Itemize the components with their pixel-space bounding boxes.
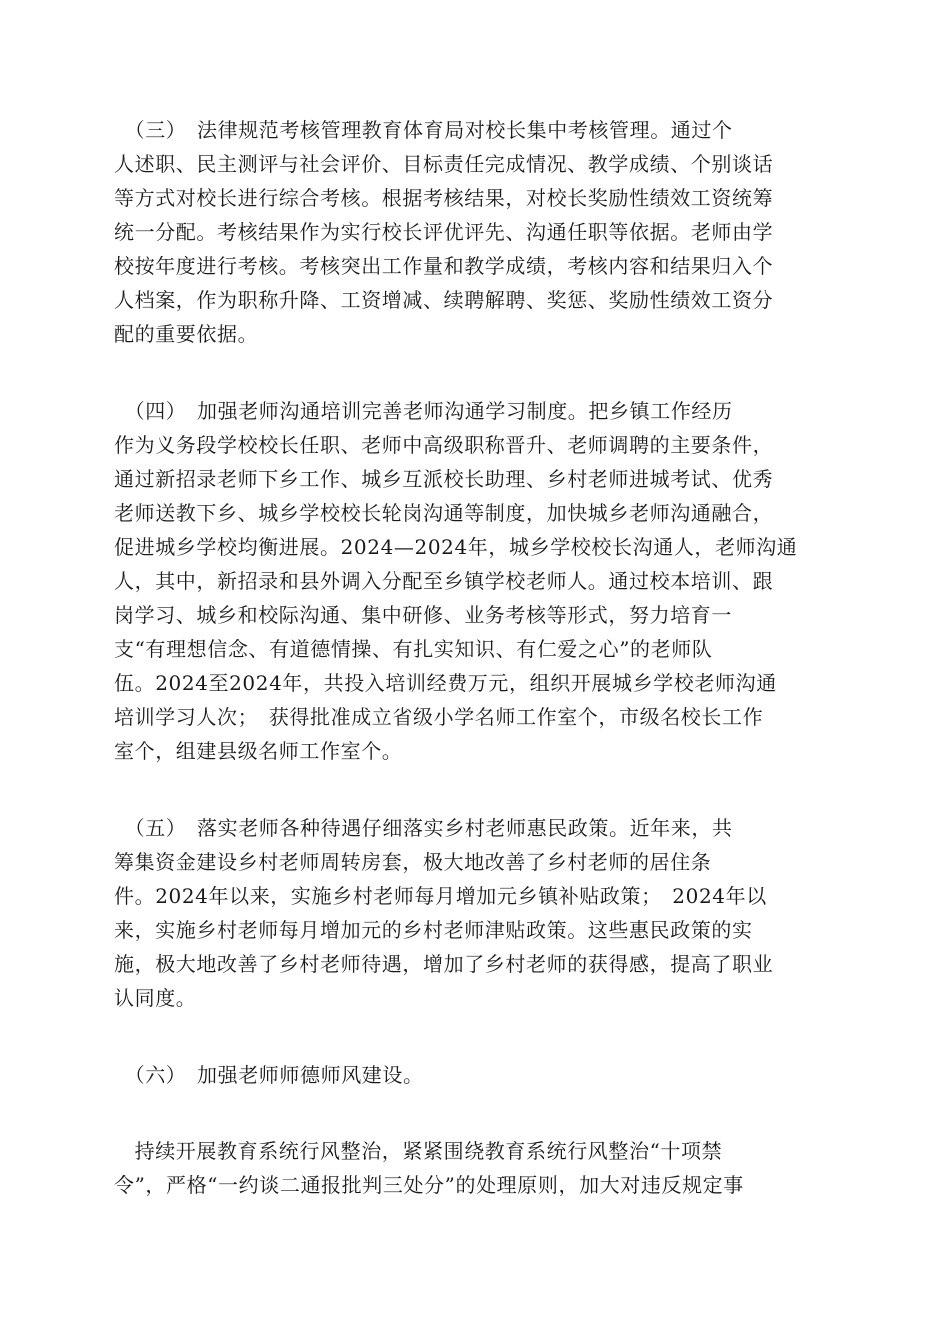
text-line: 岗学习、城乡和校际沟通、集中研修、业务考核等形式，努力培育一 [114,603,732,627]
text-line: 老师送教下乡、城乡学校校长轮岗沟通等制度，加快城乡老师沟通融合， [114,501,774,525]
text-line: 件。2024年以来，实施乡村老师每月增加元乡镇补贴政策； 2024年以 [114,884,767,908]
text-line: 人述职、民主测评与社会评价、目标责任完成情况、教学成绩、个别谈话 [114,152,774,176]
text-line: 作为义务段学校校长任职、老师中高级职称晋升、老师调聘的主要条件， [114,433,774,457]
text-line: 培训学习人次； 获得批准成立省级小学名师工作室个，市级名校长工作 [114,705,764,729]
text-line: （三） 法律规范考核管理教育体育局对校长集中考核管理。通过个 [114,118,733,142]
text-line: 配的重要依据。 [114,322,259,346]
text-line: 施，极大地改善了乡村老师待遇，增加了乡村老师的获得感，提高了职业 [114,952,774,976]
text-line: 筹集资金建设乡村老师周转房套，极大地改善了乡村老师的居住条 [114,850,712,874]
text-line: 人档案，作为职称升降、工资增减、续聘解聘、奖惩、奖励性绩效工资分 [114,288,774,312]
text-line: 来，实施乡村老师每月增加元的乡村老师津贴政策。这些惠民政策的实 [114,918,753,942]
text-line: 人，其中，新招录和县外调入分配至乡镇学校老师人。通过校本培训、跟 [114,569,774,593]
text-line: 认同度。 [114,986,197,1010]
text-line: 统一分配。考核结果作为实行校长评优评先、沟通任职等依据。老师由学 [114,220,774,244]
text-line: 室个，组建县级名师工作室个。 [114,739,403,763]
text-line: （四） 加强老师沟通培训完善老师沟通学习制度。把乡镇工作经历 [114,399,733,423]
text-line: 促进城乡学校均衡进展。2024—2024年，城乡学校校长沟通人，老师沟通 [114,535,798,559]
text-line: （五） 落实老师各种待遇仔细落实乡村老师惠民政策。近年来，共 [114,816,733,840]
text-line: （六） 加强老师师德师风建设。 [114,1063,424,1087]
text-line: 校按年度进行考核。考核突出工作量和教学成绩，考核内容和结果归入个 [114,254,774,278]
text-line: 持续开展教育系统行风整治，紧紧围绕教育系统行风整治“十项禁 [114,1139,723,1163]
text-line: 令”，严格“一约谈二通报批判三处分”的处理原则，加大对违反规定事 [114,1173,744,1197]
text-line: 通过新招录老师下乡工作、城乡互派校长助理、乡村老师进城考试、优秀 [114,467,774,491]
text-line: 等方式对校长进行综合考核。根据考核结果，对校长奖励性绩效工资统筹 [114,186,774,210]
text-line: 伍。2024至2024年，共投入培训经费万元，组织开展城乡学校老师沟通 [114,671,777,695]
text-line: 支“有理想信念、有道德情操、有扎实知识、有仁爱之心”的老师队 [114,637,713,661]
